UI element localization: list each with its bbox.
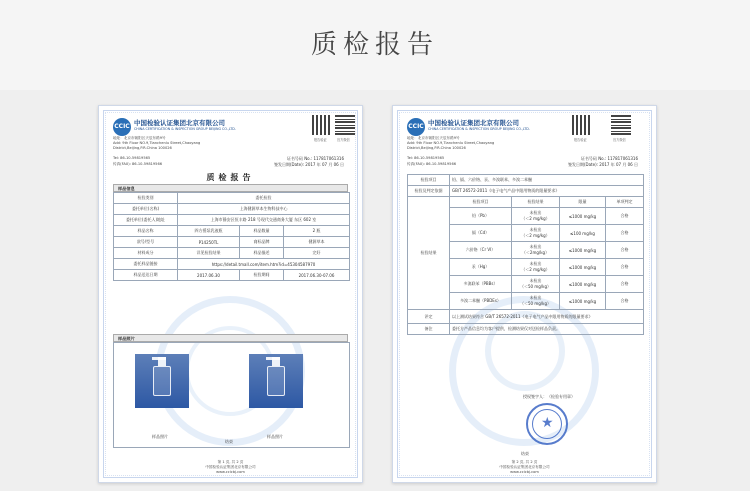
doc-title: 质检报告 [206, 172, 255, 182]
result-verdict: 合格 [606, 208, 644, 225]
result-item: 铅（Pb） [450, 208, 512, 225]
address-en-2: District,Beijing,P.R.China 100026 [407, 146, 466, 150]
row-value: 2017.06.30-07.06 [284, 270, 350, 281]
footer-website[interactable]: www.ccicbj.com [510, 470, 539, 474]
issue-date: 签发日期(Date): 2017 年 07 月 06 日 [567, 162, 638, 167]
row-value: 上海市静安区恒丰路 218 号现代交通商务大厦 东区 602 室 [178, 215, 350, 226]
official-seal [526, 403, 568, 445]
result-detail: （＜50 mg/kg） [520, 284, 551, 289]
row-label: 检验项目 [408, 175, 450, 186]
result-text: 未检出 [529, 261, 542, 266]
address-en-1: Add: 9th Floor NO.9,Tianchenlu Street,Chaoyang [407, 141, 495, 145]
photo-caption: 样品照片 [152, 434, 168, 439]
result-item: 汞（Hg） [450, 259, 512, 276]
row-value: 委托检验 [178, 193, 350, 204]
qr-caption: 官方微信 [613, 138, 626, 142]
bottle-icon [267, 366, 285, 396]
result-text: 未检出 [529, 295, 542, 300]
page-title: 质检报告 [310, 30, 439, 60]
row-label: 委托样品链接 [114, 259, 178, 270]
conclusion-text: 以上测试结果符合 GB/T 26572-2011《电子电气产品中限用物质的限量要求》 [450, 310, 644, 324]
row-label: 检验期间 [240, 270, 284, 281]
row-value: GB/T 26572-2011《电子电气产品中限用物质的限量要求》 [450, 186, 644, 197]
row-label: 委托单位(名称) [114, 204, 178, 215]
qr-code-icon[interactable] [572, 115, 592, 135]
table-row [114, 259, 350, 270]
org-name-en: CHINA CERTIFICATION & INSPECTION GROUP BEIJING CO.,LTD. [428, 127, 530, 131]
issue-date: 签发日期(Date): 2017 年 07 月 06 日 [273, 162, 344, 167]
row-label: 材料成分 [114, 248, 178, 259]
result-value [512, 242, 560, 259]
signatory-label: 授权签字人：（检验专用章） [523, 394, 575, 399]
row-label: 评定 [408, 310, 450, 324]
result-item: 六价铬（Cr VI） [450, 242, 512, 259]
result-limit: ≤1000 mg/kg [560, 293, 606, 310]
row-label: 检验及判定依据 [408, 186, 450, 197]
footer-website[interactable]: www.ccicbj.com [216, 470, 245, 474]
result-verdict: 合格 [606, 259, 644, 276]
table-row [114, 270, 350, 281]
row-label: 样品数量 [240, 226, 284, 237]
qr-code-icon[interactable] [312, 115, 332, 135]
result-detail: （＜50 mg/kg） [520, 301, 551, 306]
tel: Tel: 86-10-59819565 [407, 156, 445, 160]
result-text: 未检出 [529, 227, 542, 232]
remark-text: 委托方产品信息均为客户提供，检测结果仅对送检样品负责。 [450, 324, 644, 335]
ccic-logo-icon: CCIC [407, 118, 425, 136]
section-header-photos: 样品照片 [113, 334, 348, 342]
row-value: 完好 [284, 248, 350, 259]
result-verdict: 合格 [606, 225, 644, 242]
fax: 传真(FAX): 86-10-59819566 [407, 162, 457, 166]
result-verdict: 合格 [606, 276, 644, 293]
column-header: 检验项目 [450, 197, 512, 208]
result-limit: ≤1000 mg/kg [560, 208, 606, 225]
table-row [114, 237, 350, 248]
address-cn: 地址：北京市朝阳区天辰东路9号 [407, 136, 460, 140]
table-row [114, 215, 350, 226]
report-page-1[interactable] [98, 105, 363, 483]
table-row [114, 204, 350, 215]
row-label: 款号/型号 [114, 237, 178, 248]
result-detail: （＜2 mg/kg） [521, 267, 550, 272]
bottle-icon [153, 366, 171, 396]
result-detail: （＜2 mg/kg） [521, 233, 550, 238]
row-label: 样品名称 [114, 226, 178, 237]
column-header: 限量 [560, 197, 606, 208]
end-mark: 结束 [521, 451, 529, 456]
page-number: 第 1 页, 共 2 页 [217, 460, 244, 464]
star-icon: ★ [541, 415, 554, 431]
row-value: 健源草本 [284, 237, 350, 248]
table-row [114, 248, 350, 259]
fax: 传真(FAX): 86-10-59819566 [113, 162, 163, 166]
result-text: 未检出 [529, 278, 542, 283]
footer-org: 中国检验认证集团北京有限公司 [499, 465, 550, 469]
end-mark: 结束 [225, 439, 233, 444]
result-value [512, 293, 560, 310]
certificate-number: 证书号码 No.: 117817061316 [286, 156, 344, 161]
qr-caption: 报告验证 [314, 138, 327, 142]
result-item: 多溴联苯（PBBs） [450, 276, 512, 293]
sample-info-table [113, 192, 350, 281]
row-value: 2 瓶 [284, 226, 350, 237]
qr-code-icon[interactable] [335, 115, 355, 135]
sample-link[interactable]: https://detail.tmall.com/item.htm?id=45304587970 [178, 259, 350, 270]
tel: Tel: 86-10-59819565 [113, 156, 151, 160]
table-row [408, 175, 644, 186]
result-limit: ≤1000 mg/kg [560, 242, 606, 259]
photo-caption: 样品照片 [267, 434, 283, 439]
result-value [512, 276, 560, 293]
footer-org: 中国检验认证集团北京有限公司 [205, 465, 256, 469]
section-header-sample-info: 样品信息 [113, 184, 348, 192]
row-label: 检验类别 [114, 193, 178, 204]
table-row [114, 193, 350, 204]
row-value: 四方摇泵乳液瓶 [178, 226, 240, 237]
row-label: 备注 [408, 324, 450, 335]
qr-code-icon[interactable] [611, 115, 631, 135]
table-row [408, 310, 644, 324]
test-results-table [407, 174, 644, 335]
table-row [408, 324, 644, 335]
result-text: 未检出 [529, 210, 542, 215]
result-limit: ≤100 mg/kg [560, 225, 606, 242]
address-en-1: Add: 9th Floor NO.9,Tianchenlu Street,Chaoyang [113, 141, 201, 145]
sample-photo-2[interactable] [249, 354, 303, 408]
certificate-number: 证书号码 No.: 117817061316 [580, 156, 638, 161]
result-item: 多溴二苯醚（PBDEs） [450, 293, 512, 310]
result-limit: ≤1000 mg/kg [560, 259, 606, 276]
row-value: 上海健源草本生物科技中心 [178, 204, 350, 215]
report-page-2[interactable] [392, 105, 657, 483]
result-detail: （＜2mg/kg） [521, 250, 550, 255]
table-header-row [408, 197, 644, 208]
result-text: 未检出 [529, 244, 542, 249]
row-value: P14250TL [178, 237, 240, 248]
column-header: 检验结果 [512, 197, 560, 208]
qr-caption: 官方微信 [337, 138, 350, 142]
group-label: 检验结果 [408, 197, 450, 310]
qr-caption: 报告验证 [574, 138, 587, 142]
result-verdict: 合格 [606, 293, 644, 310]
row-value: 详见检验结果 [178, 248, 240, 259]
org-name-cn: 中国检验认证集团北京有限公司 [134, 119, 225, 127]
address-en-2: District,Beijing,P.R.China 100026 [113, 146, 172, 150]
row-label: 委托单位(委托人)地址 [114, 215, 178, 226]
column-header: 单项判定 [606, 197, 644, 208]
org-name-en: CHINA CERTIFICATION & INSPECTION GROUP BEIJING CO.,LTD. [134, 127, 236, 131]
row-label: 商标品牌 [240, 237, 284, 248]
row-value: 2017.06.30 [178, 270, 240, 281]
result-limit: ≤1000 mg/kg [560, 276, 606, 293]
ccic-logo-icon: CCIC [113, 118, 131, 136]
page-number: 第 2 页, 共 2 页 [511, 460, 538, 464]
result-item: 镉（Cd） [450, 225, 512, 242]
org-name-cn: 中国检验认证集团北京有限公司 [428, 119, 519, 127]
result-value [512, 259, 560, 276]
row-value: 铅、镉、六价铬、汞、多溴联苯、多溴二苯醚 [450, 175, 644, 186]
table-row [114, 226, 350, 237]
table-row [408, 186, 644, 197]
row-label: 样品描述 [240, 248, 284, 259]
result-value [512, 225, 560, 242]
address-cn: 地址：北京市朝阳区天辰东路9号 [113, 136, 166, 140]
result-detail: （＜2 mg/kg） [521, 216, 550, 221]
pump-icon [272, 357, 280, 366]
pump-icon [158, 357, 166, 366]
result-value [512, 208, 560, 225]
sample-photo-1[interactable] [135, 354, 189, 408]
result-verdict: 合格 [606, 242, 644, 259]
row-label: 样品送达日期 [114, 270, 178, 281]
